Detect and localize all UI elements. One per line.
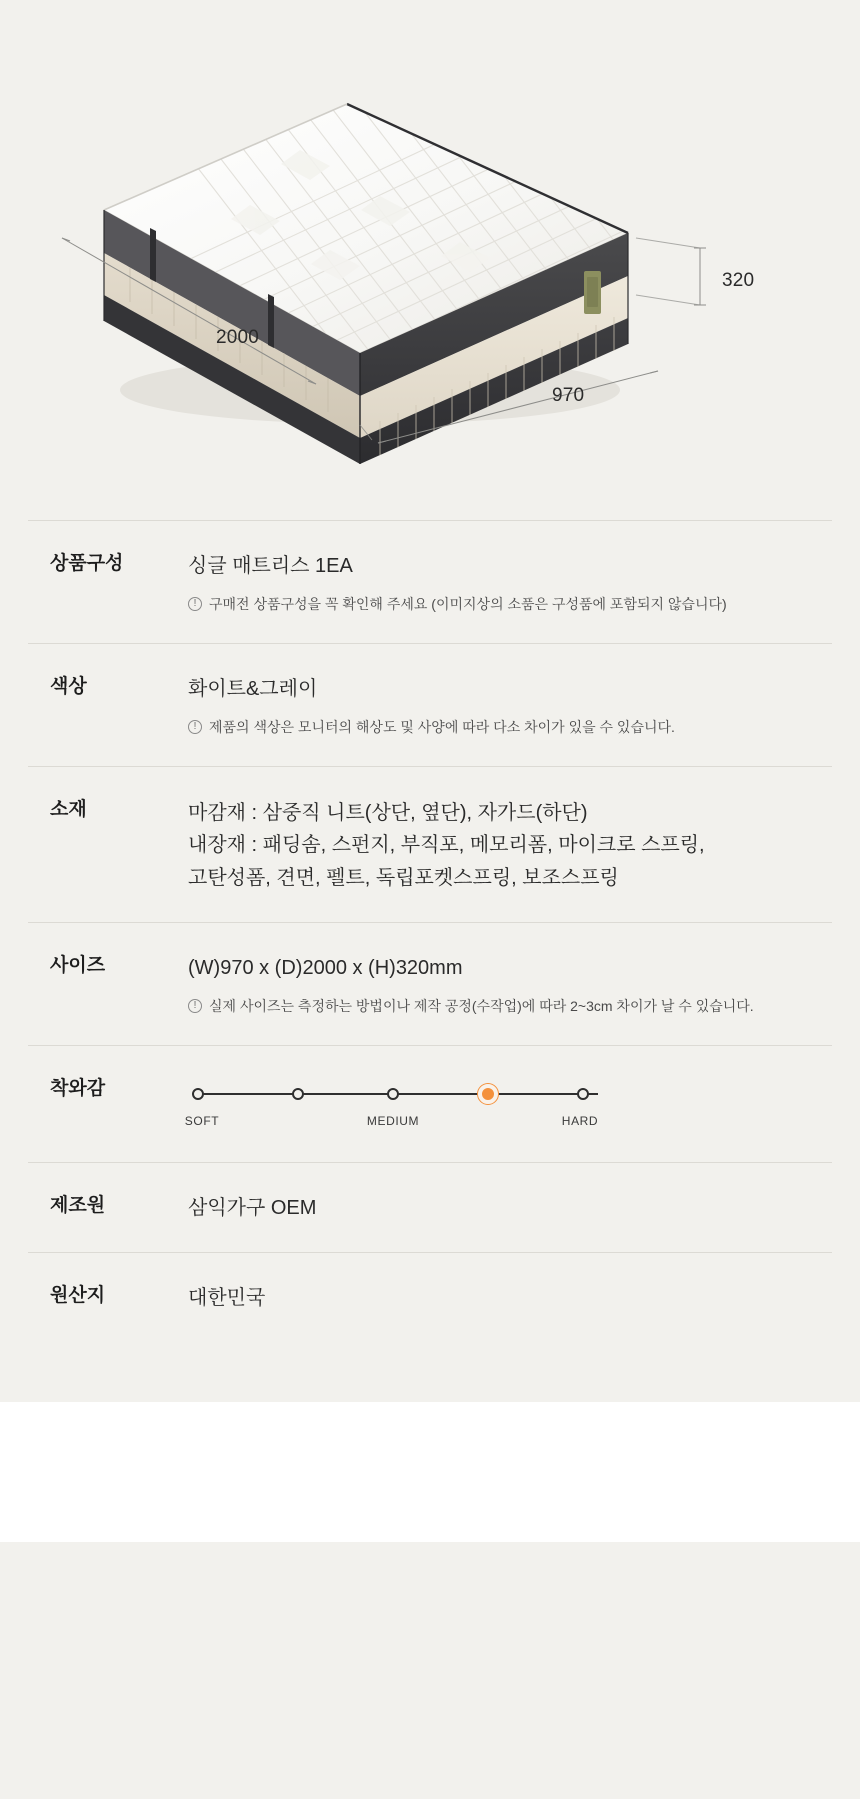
dimension-height-label: 320: [722, 270, 755, 291]
spec-label-manufacturer: 제조원: [50, 1195, 106, 1217]
dimension-width-label: 970: [552, 385, 585, 406]
spec-row-origin: [28, 1252, 832, 1342]
firmness-tick-2: [292, 1088, 304, 1100]
spec-value-composition: 싱글 매트리스 1EA: [188, 555, 353, 577]
spec-row-material: [28, 766, 832, 922]
firmness-tick-hard: [577, 1088, 589, 1100]
material-line-1: 마감재 : 삼중직 니트(상단, 옆단), 자가드(하단): [188, 802, 588, 824]
mattress-svg: [0, 0, 860, 520]
spec-row-manufacturer: [28, 1162, 832, 1252]
spec-note-color: [188, 717, 826, 738]
info-icon: !: [188, 720, 202, 734]
spec-note-text: 제품의 색상은 모니터의 해상도 및 사양에 따라 다소 차이가 있을 수 있습니다.: [209, 719, 675, 735]
spec-body-material: [188, 797, 832, 894]
spec-label-composition: 상품구성: [50, 553, 124, 574]
firmness-tick-selected: [478, 1084, 498, 1104]
spec-body-manufacturer: [188, 1193, 832, 1224]
spec-row-composition: [28, 520, 832, 643]
dimension-length-label: 2000: [216, 327, 260, 348]
material-line-3: 고탄성폼, 견면, 펠트, 독립포켓스프링, 보조스프링: [188, 866, 619, 889]
spec-value-size: (W)970 x (D)2000 x (H)320mm: [188, 957, 463, 980]
firmness-labels: [184, 1114, 608, 1134]
firmness-tick-medium: [387, 1088, 399, 1100]
material-line-2: 내장재 : 패딩솜, 스펀지, 부직포, 메모리폼, 마이크로 스프링,: [188, 834, 705, 857]
firmness-label-medium: MEDIUM: [366, 1114, 420, 1129]
spec-row-firmness: [28, 1045, 832, 1162]
spec-label-material: 소재: [50, 799, 87, 820]
mattress-illustration: [0, 0, 860, 520]
info-icon: !: [188, 999, 202, 1013]
page-bottom-spacer: [0, 1402, 860, 1542]
spec-body-firmness: [184, 1076, 832, 1134]
spec-body-color: [188, 674, 832, 738]
spec-note-size: [188, 996, 826, 1017]
spec-value-manufacturer: 삼익가구 OEM: [188, 1197, 317, 1220]
spec-value-origin: 대한민국: [188, 1287, 266, 1310]
spec-row-color: [28, 643, 832, 766]
spec-body-size: [188, 953, 832, 1017]
spec-value-material: [188, 797, 826, 894]
firmness-scale: [184, 1076, 608, 1134]
firmness-label-hard: HARD: [561, 1114, 599, 1129]
spec-label-origin: 원산지: [50, 1285, 106, 1307]
spec-label-size: 사이즈: [50, 955, 106, 977]
spec-value-color: 화이트&그레이: [188, 678, 318, 700]
brand-tag: [584, 271, 601, 314]
spec-row-size: [28, 922, 832, 1045]
spec-label-firmness: 착와감: [50, 1078, 106, 1100]
product-hero: [0, 0, 860, 520]
spec-note-text: 구매전 상품구성을 꼭 확인해 주세요 (이미지상의 소품은 구성품에 포함되지 않습니다): [209, 596, 727, 612]
firmness-tick-soft: [192, 1088, 204, 1100]
spec-note-composition: [188, 594, 826, 615]
spec-body-composition: [188, 551, 832, 615]
spec-body-origin: [188, 1283, 832, 1314]
firmness-track: [188, 1082, 608, 1108]
spec-note-text: 실제 사이즈는 측정하는 방법이나 제작 공정(수작업)에 따라 2~3cm 차이가 날 수 있습니다.: [209, 998, 754, 1015]
info-icon: !: [188, 597, 202, 611]
spec-table: [0, 520, 860, 1402]
spec-label-color: 색상: [50, 676, 87, 697]
firmness-label-soft: SOFT: [184, 1114, 220, 1129]
